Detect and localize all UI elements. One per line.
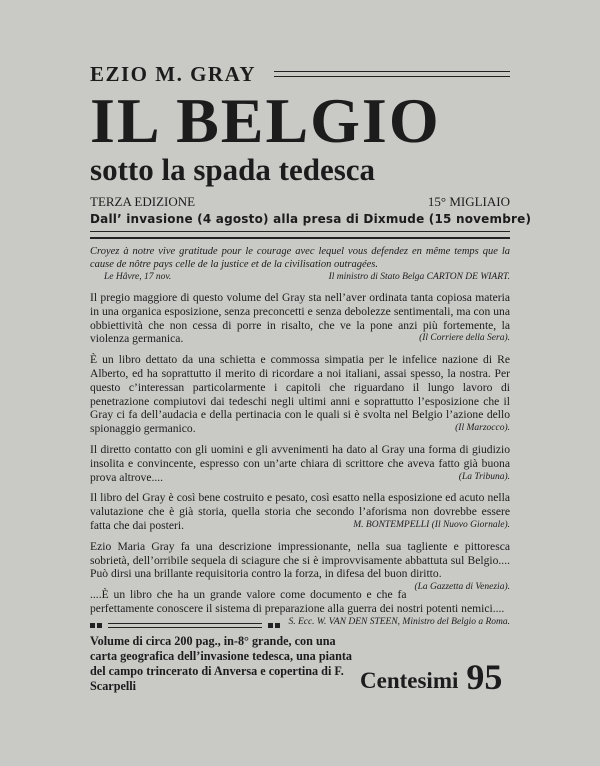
epigraph-signature: Il ministro di Stato Belga CARTON DE WIART. (328, 272, 510, 282)
epigraph-signature-row (90, 271, 510, 284)
author-row (90, 60, 510, 88)
edition-row (90, 194, 510, 210)
book-title: IL BELGIO (90, 85, 441, 156)
header-divider (90, 231, 510, 239)
review-paragraph (90, 443, 510, 484)
review-source: (La Tribuna). (458, 471, 510, 482)
price-value: 95 (466, 656, 503, 697)
date-range: Dall’ invasione (4 agosto) alla presa di Dixmude (15 novembre) (90, 212, 532, 226)
ornament-right (268, 623, 280, 628)
volume-description: Volume di circa 200 pag., in-8° grande, con una carta geografica dell’invasione tedesca, una pianta del campo trincerato di Anversa e copertina di F. Scarpelli (90, 633, 353, 693)
book-subtitle: sotto la spada tedesca (90, 152, 376, 187)
review-paragraph (90, 291, 510, 346)
footer (90, 633, 510, 697)
ornament-left (90, 623, 102, 628)
author-name: EZIO M. GRAY (90, 61, 256, 86)
review-paragraph (90, 491, 510, 532)
author-rule (274, 71, 510, 77)
review-paragraph (90, 539, 510, 593)
review-source: S. Ecc. W. VAN DEN STEEN, Ministro del Belgio a Roma. (288, 616, 510, 627)
epigraph-place: Le Hâvre, 17 nov. (104, 272, 172, 282)
review-text: Ezio Maria Gray fa una descrizione impressionante, nella sua tagliente e pittoresca sobrietà, dell’orribile sequela di sciagure che si è improvvisamente abbattuta sul Belgio.... Può dirsi una brillante requisitoria contro la forza, in difesa del buon diritto. (90, 539, 510, 581)
review-text: Il diretto contatto con gli uomini e gli avvenimenti ha dato al Gray una forma di giudizio insolita e convincente, espresso con un’arte chiara di scrittore che aveva fatto già buona prova altrove.... (90, 442, 510, 484)
price (360, 656, 503, 697)
footer-rule (108, 623, 262, 628)
review-text: È un libro dettato da una schietta e commossa simpatia per le infelice nazione di Re Alberto, ed ha soprattutto il merito di ricordare a noi italiani, assai spesso, la nostra. Per questo c’interessan particolarmente i capitoli che riguardano il lungo lavoro di penetrazione compiutovi dai tedeschi negli ultimi anni e soprattutto l’esposizione che il Gray ci fa dell’audacia e della pertinacia con le quali si è svolta nel Belgio l’azione dello spionaggio germanico. (90, 353, 510, 436)
footer-divider (90, 621, 280, 631)
review-text: Il pregio maggiore di questo volume del Gray sta nell’aver ordinata tanta copiosa materia in una organica esposizione, senza preconcetti e senza debolezze sentimentali, ma con una obbiettività che non cessa di porre in risalto, che ve la pone anzi più fortemente, la violenza germanica. (90, 291, 510, 346)
review-source: (Il Corriere della Sera). (419, 333, 510, 344)
printing-label: 15° MIGLIAIO (427, 194, 510, 209)
review-source: (Il Marzocco). (455, 423, 510, 434)
edition-label: TERZA EDIZIONE (90, 194, 196, 209)
review-text: ....È un libro che ha un grande valore come documento e che fa perfettamente conoscere il sistema di preparazione alla guerra dei nostri potenti nemici.... (90, 588, 505, 615)
review-text: Il libro del Gray è così bene costruito e pesato, così esatto nella esposizione ed acuto nella valutazione che è già storia, quella storia che secondo l’aforisma non dovrebbe essere fatta che dai posteri. (90, 491, 510, 532)
page-content (90, 60, 532, 697)
price-label: Centesimi (360, 667, 459, 693)
epigraph-quote: Croyez à notre vive gratitude pour le courage avec lequel vous defendez en même temps que la cause de nôtre pays celle de la justice et de la civilisation outragées. (90, 246, 510, 270)
review-source: M. BONTEMPELLI (Il Nuovo Giornale). (353, 519, 510, 530)
review-source: (La Gazzetta di Venezia). (414, 582, 510, 593)
review-paragraph (90, 353, 510, 436)
